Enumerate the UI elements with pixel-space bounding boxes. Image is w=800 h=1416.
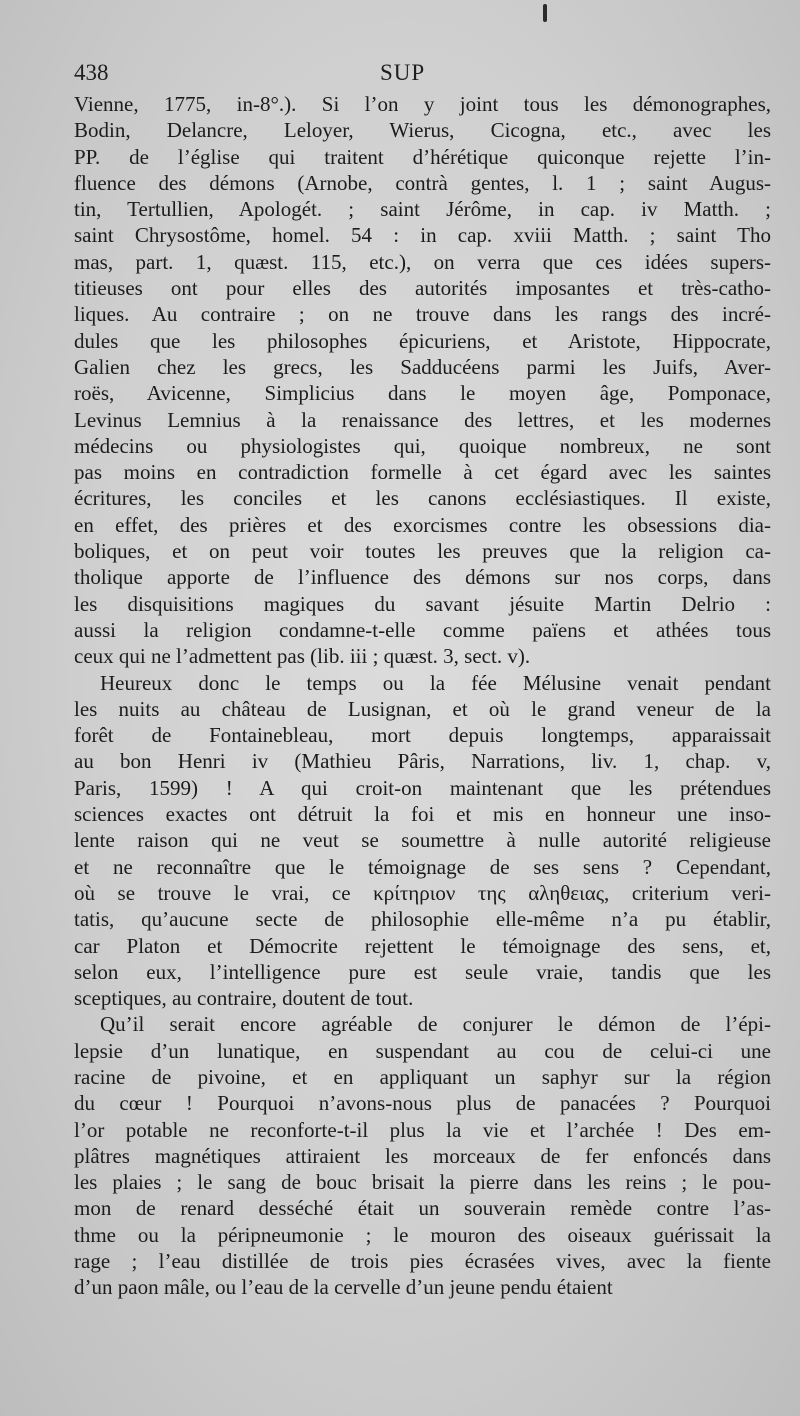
text-line: où se trouve le vrai, ce κρίτηριον της αληθειας, criterium veri- [74, 880, 771, 905]
text-line: mas, part. 1, quæst. 115, etc.), on verra que ces idées supers- [74, 249, 771, 274]
text-line: tin, Tertullien, Apologét. ; saint Jérôme, in cap. iv Matth. ; [74, 197, 771, 222]
text-line: mon de renard desséché était un souverain remède contre l’as- [74, 1196, 771, 1221]
text-line: sciences exactes ont détruit la foi et mis en honneur une inso- [74, 802, 771, 827]
text-line: titieuses ont pour elles des autorités imposantes et très-catho- [74, 276, 771, 301]
text-line: Levinus Lemnius à la renaissance des lettres, et les modernes [74, 407, 771, 432]
paragraph [74, 1011, 771, 1300]
text-line: et ne reconnaître que le témoignage de ses sens ? Cependant, [74, 854, 771, 879]
text-line: tholique apporte de l’influence des démons sur nos corps, dans [74, 565, 771, 590]
text-line: plâtres magnétiques attiraient les morceaux de fer enfoncés dans [74, 1143, 771, 1168]
text-line: les plaies ; le sang de bouc brisait la pierre dans les reins ; le pou- [74, 1170, 771, 1195]
text-line: médecins ou physiologistes qui, quoique nombreux, ne sont [74, 433, 771, 458]
text-line: thme ou la péripneumonie ; le mouron des oiseaux guérissait la [74, 1222, 771, 1247]
text-line: liques. Au contraire ; on ne trouve dans les rangs des incré- [74, 302, 771, 327]
page-header [74, 60, 774, 88]
paragraph [74, 670, 771, 1012]
text-line: dules que les philosophes épicuriens, et Aristote, Hippocrate, [74, 328, 771, 353]
text-line: les nuits au château de Lusignan, et où le grand veneur de la [74, 696, 771, 721]
text-line: selon eux, l’intelligence pure est seule vraie, tandis que les [74, 959, 771, 984]
text-line: l’or potable ne reconforte-t-il plus la vie et l’archée ! Des em- [74, 1117, 771, 1142]
ink-speck [543, 4, 547, 22]
text-line: car Platon et Démocrite rejettent le témoignage des sens, et, [74, 933, 771, 958]
text-line: fluence des démons (Arnobe, contrà gentes, l. 1 ; saint Augus- [74, 170, 771, 195]
text-line: racine de pivoine, et en appliquant un saphyr sur la région [74, 1064, 771, 1089]
text-line: écritures, les conciles et les canons ecclésiastiques. Il existe, [74, 486, 771, 511]
text-line: lente raison qui ne veut se soumettre à nulle autorité religieuse [74, 828, 771, 853]
paragraph [74, 91, 771, 670]
text-line: Vienne, 1775, in-8°.). Si l’on y joint tous les démonographes, [74, 92, 771, 116]
body-text [74, 91, 771, 1301]
text-line: tatis, qu’aucune secte de philosophie elle-même n’a pu établir, [74, 907, 771, 932]
text-line: pas moins en contradiction formelle à cet égard avec les saintes [74, 460, 771, 485]
text-line: lepsie d’un lunatique, en suspendant au cou de celui-ci une [74, 1038, 771, 1063]
text-line: d’un paon mâle, ou l’eau de la cervelle d’un jeune pendu étaient [74, 1275, 613, 1300]
text-line: Qu’il serait encore agréable de conjurer le démon de l’épi- [100, 1012, 771, 1037]
running-head: SUP [380, 60, 426, 85]
text-line: roës, Avicenne, Simplicius dans le moyen âge, Pomponace, [74, 381, 771, 406]
text-line: les disquisitions magiques du savant jésuite Martin Delrio : [74, 591, 771, 616]
text-line: au bon Henri iv (Mathieu Pâris, Narrations, liv. 1, chap. v, [74, 749, 771, 774]
page-number: 438 [74, 60, 109, 85]
text-line: saint Chrysostôme, homel. 54 : in cap. xviii Matth. ; saint Tho [74, 223, 771, 248]
text-line: du cœur ! Pourquoi n’avons-nous plus de panacées ? Pourquoi [74, 1091, 771, 1116]
text-line: boliques, et on peut voir toutes les preuves que la religion ca- [74, 539, 771, 564]
text-line: ceux qui ne l’admettent pas (lib. iii ; quæst. 3, sect. v). [74, 644, 531, 669]
text-line: sceptiques, au contraire, doutent de tout. [74, 986, 414, 1011]
text-line: Heureux donc le temps ou la fée Mélusine venait pendant [100, 670, 771, 695]
text-line: en effet, des prières et des exorcismes contre les obsessions dia- [74, 512, 771, 537]
text-line: aussi la religion condamne-t-elle comme païens et athées tous [74, 617, 771, 642]
text-line: Bodin, Delancre, Leloyer, Wierus, Cicogna, etc., avec les [74, 118, 771, 143]
text-line: Galien chez les grecs, les Sadducéens parmi les Juifs, Aver- [74, 354, 771, 379]
text-line: rage ; l’eau distillée de trois pies écrasées vives, avec la fiente [74, 1249, 771, 1274]
text-line: Paris, 1599) ! A qui croit-on maintenant que les prétendues [74, 775, 771, 800]
text-line: PP. de l’église qui traitent d’hérétique quiconque rejette l’in- [74, 144, 771, 169]
text-line: forêt de Fontainebleau, mort depuis longtemps, apparaissait [74, 723, 771, 748]
